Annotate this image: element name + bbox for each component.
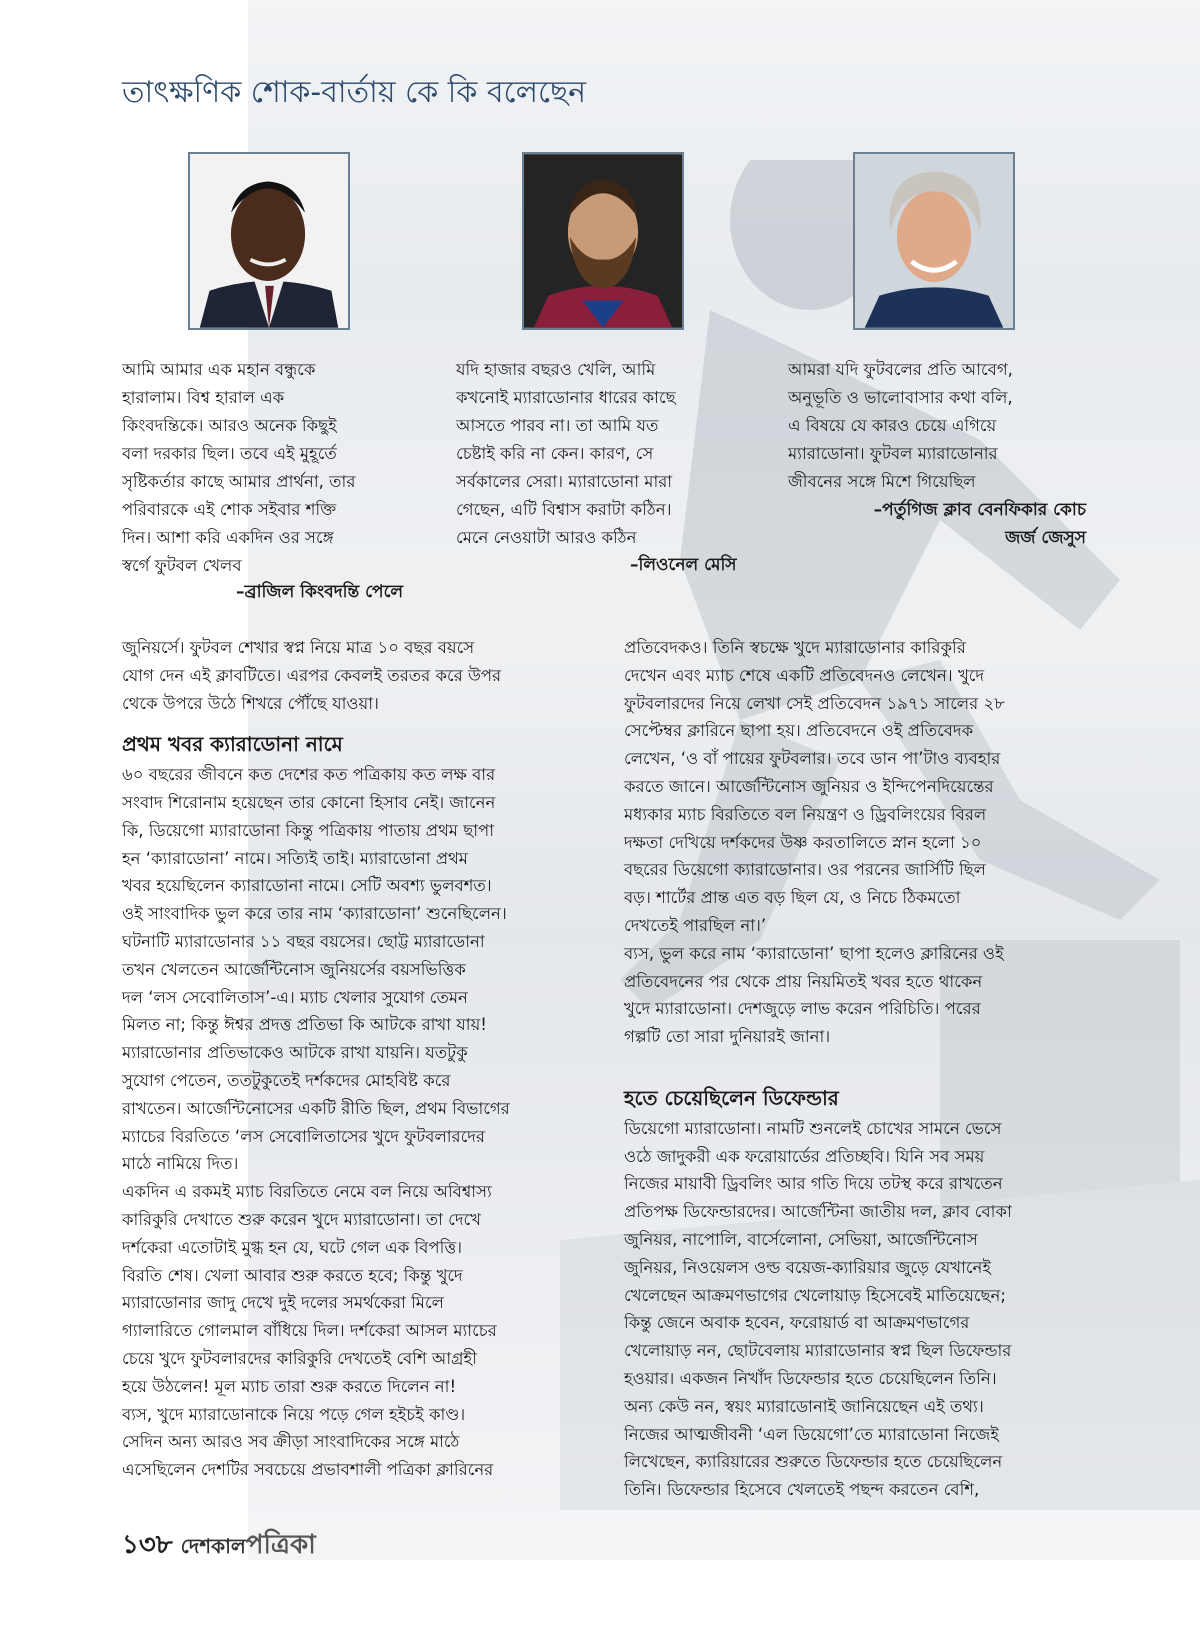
page-footer (122, 1524, 316, 1568)
portrait-jorge-jesus-image (855, 154, 1013, 328)
page-title: তাৎক্ষণিক শোক-বার্তায় কে কি বলেছেন (122, 75, 587, 110)
portrait-messi-image (524, 154, 682, 328)
article-left-paragraph-1: ৬০ বছরের জীবনে কত দেশের কত পত্রিকায় কত লক্ষ বার সংবাদ শিরোনাম হয়েছেন তার কোনো হিসাব নেই। জানেন কি, ডিয়েগো ম্যারাডোনা কিন্তু পত্রিকায় পাতায় প্রথম ছাপা হন ‘ক্যারাডোনা’ নামে। সত্যিই তাই। ম্যারাডোনা প্রথম খবর হয়েছিলেন ক্যারাডোনা নামে। সেটি অবশ্য ভুলবশত। ওই সাংবাদিক ভুল করে তার নাম ‘ক্যারাডোনা’ শুনেছিলেন। ঘটনাটি ম্যারাডোনার ১১ বছর বয়সের। ছোট্ট ম্যারাডোনা তখন খেলতেন আর্জেন্টিনোস জুনিয়র্সের বয়সভিত্তিক দল ‘লস সেবোলিতাস’-এ। ম্যাচ খেলার সুযোগ তেমন মিলত না; কিন্তু ঈশ্বর প্রদত্ত প্রতিভা কি আটকে রাখা যায়! ম্যারাডোনার প্রতিভাকেও আটকে রাখা যায়নি। যতটুকু সুযোগ পেতেন, ততটুকুতেই দর্শকদের মোহবিষ্ট করে রাখতেন। আর্জেন্টিনোসের একটি রীতি ছিল, প্রথম বিভাগের ম্যাচের বিরতিতে ‘লস সেবোলিতাসের খুদে ফুটবলারদের মাঠে নামিয়ে দিত। (122, 765, 510, 1174)
section-heading-caradona: প্রথম খবর ক্যারাডোনা নামে (122, 732, 343, 757)
portrait-pele (188, 152, 350, 330)
magazine-name-part-1: দেশকাল (180, 1534, 246, 1558)
section-heading-defender: হতে চেয়েছিলেন ডিফেন্ডার (624, 1085, 839, 1110)
article-right-paragraph-3: ডিয়েগো ম্যারাডোনা। নামটি শুনলেই চোখের সামনে ভেসে ওঠে জাদুকরী এক ফরোয়ার্ডের প্রতিচ্ছবি। যিনি সব সময় নিজের মায়াবী ড্রিবলিং আর গতি দিয়ে তটস্থ করে রাখতেন প্রতিপক্ষ ডিফেন্ডারদের। আর্জেন্টিনা জাতীয় দল, ক্লাব বোকা জুনিয়র, নাপোলি, বার্সেলোনা, সেভিয়া, আর্জেন্টিনোস জুনিয়র, নিওয়েলস ওল্ড বয়েজ-ক্যারিয়ার জুড়ে যেখানেই খেলেছেন আক্রমণভাগের খেলোয়াড় হিসেবেই মাতিয়েছেন; কিন্তু জেনে অবাক হবেন, ফরোয়ার্ড বা আক্রমণভাগের খেলোয়াড় নন, ছোটবেলায় ম্যারাডোনার স্বপ্ন ছিল ডিফেন্ডার হওয়ার। একজন নিখাঁদ ডিফেন্ডার হতে চেয়েছিলেন তিনি। অন্য কেউ নন, স্বয়ং ম্যারাডোনাই জানিয়েছেন এই তথ্য। নিজের আত্মজীবনী ‘এল ডিয়েগো’তে ম্যারাডোনা নিজেই লিখেছেন, ক্যারিয়ারের শুরুতে ডিফেন্ডার হতে চেয়েছিলেন তিনি। ডিফেন্ডার হিসেবে খেলতেই পছন্দ করতেন বেশি, (624, 1118, 1012, 1500)
article-right-column (624, 634, 1094, 1504)
quote-jorge-jesus: আমরা যদি ফুটবলের প্রতি আবেগ, অনুভূতি ও ভালোবাসার কথা বলি, এ বিষয়ে যে কারও চেয়ে এগিয়ে ম্যারাডোনা। ফুটবল ম্যারাডোনার জীবনের সঙ্গে মিশে গিয়েছিল (788, 360, 1013, 491)
article-right-paragraph-2: ব্যস, ভুল করে নাম ‘ক্যারাডোনা’ ছাপা হলেও ক্লারিনের ওই প্রতিবেদনের পর থেকে প্রায় নিয়মিতই খবর হতে থাকেন খুদে ম্যারাডোনা। দেশজুড়ে লাভ করেন পরিচিতি। পরের গল্পটি তো সারা দুনিয়ারই জানা। (624, 943, 1004, 1047)
portrait-messi (522, 152, 684, 330)
quote-jorge-jesus-attribution: –পর্তুগিজ ক্লাব বেনফিকার কোচ জর্জ জেসুস (873, 500, 1086, 548)
article-left-paragraph-2: একদিন এ রকমই ম্যাচ বিরতিতে নেমে বল নিয়ে অবিশ্বাস্য কারিকুরি দেখাতে শুরু করেন খুদে ম্যারাডোনা। তা দেখে দর্শকেরা এতোটাই মুগ্ধ হন যে, ঘটে গেল এক বিপত্তি। বিরতি শেষ। খেলা আবার শুরু করতে হবে; কিন্তু খুদে ম্যারাডোনার জাদু দেখে দুই দলের সমর্থকেরা মিলে গ্যালারিতে গোলমাল বাঁধিয়ে দিল। দর্শকেরা আসল ম্যাচের চেয়ে খুদে ফুটবলারদের কারিকুরি দেখতেই বেশি আগ্রহী হয়ে উঠলেন! মূল ম্যাচ তারা শুরু করতে দিলেন না! ব্যস, খুদে ম্যারাডোনাকে নিয়ে পড়ে গেল হইচই কাণ্ড। সেদিন অন্য আরও সব ক্রীড়া সাংবাদিকের সঙ্গে মাঠে এসেছিলেন দেশটির সবচেয়ে প্রভাবশালী পত্রিকা ক্লারিনের (122, 1182, 497, 1480)
magazine-logo (181, 1524, 316, 1568)
quote-pele: আমি আমার এক মহান বন্ধুকে হারালাম। বিশ্ব হারাল এক কিংবদন্তিকে। আরও অনেক কিছুই বলা দরকার ছিল। তবে এই মুহূর্তে সৃষ্টিকর্তার কাছে আমার প্রার্থনা, তার পরিবারকে এই শোক সইবার শক্তি দিন। আশা করি একদিন ওর সঙ্গে স্বর্গে ফুটবল খেলব (122, 360, 356, 575)
page-number: ১৩৮ (122, 1530, 173, 1560)
article-right-paragraph-1: প্রতিবেদকও। তিনি স্বচক্ষে খুদে ম্যারাডোনার কারিকুরি দেখেন এবং ম্যাচ শেষে একটি প্রতিবেদনও লেখেন। খুদে ফুটবলারদের নিয়ে লেখা সেই প্রতিবেদন ১৯৭১ সালের ২৮ সেপ্টেম্বর ক্লারিনে ছাপা হয়। প্রতিবেদনে ওই প্রতিবেদক লেখেন, ‘ও বাঁ পায়ের ফুটবলার। তবে ডান পা’টাও ব্যবহার করতে জানে। আর্জেন্টিনোস জুনিয়র ও ইন্দিপেনদিয়েন্তের মধ্যকার ম্যাচ বিরতিতে বল নিয়ন্ত্রণ ও ড্রিবলিংয়ের বিরল দক্ষতা দেখিয়ে দর্শকদের উষ্ণ করতালিতে স্নান হলো ১০ বছরের ডিয়েগো ক্যারাডোনার। ওর পরনের জার্সিটি ছিল বড়। শার্টের প্রান্ত এত বড় ছিল যে, ও নিচে ঠিকমতো দেখতেই পারছিল না।’ (624, 638, 1005, 935)
article-left-column (122, 634, 592, 1484)
quote-messi-attribution: –লিওনেল মেসি (630, 555, 737, 575)
magazine-name-part-2: পত্রিকা (245, 1530, 316, 1560)
article-left-intro: জুনিয়র্সে। ফুটবল শেখার স্বপ্ন নিয়ে মাত্র ১০ বছর বয়সে যোগ দেন এই ক্লাবটিতে। এরপর কেবলই তরতর করে উপর থেকে উপরে উঠে শিখরে পৌঁছে যাওয়া। (122, 638, 502, 713)
quote-messi: যদি হাজার বছরও খেলি, আমি কখনোই ম্যারাডোনার ধারের কাছে আসতে পারব না। তা আমি যত চেষ্টাই করি না কেন। কারণ, সে সর্বকালের সেরা। ম্যারাডোনা মারা গেছেন, এটি বিশ্বাস করাটা কঠিন। মেনে নেওয়াটা আরও কঠিন (456, 360, 676, 547)
quote-pele-attribution: –ব্রাজিল কিংবদন্তি পেলে (236, 582, 404, 602)
portrait-pele-image (190, 154, 348, 328)
portrait-jorge-jesus (853, 152, 1015, 330)
